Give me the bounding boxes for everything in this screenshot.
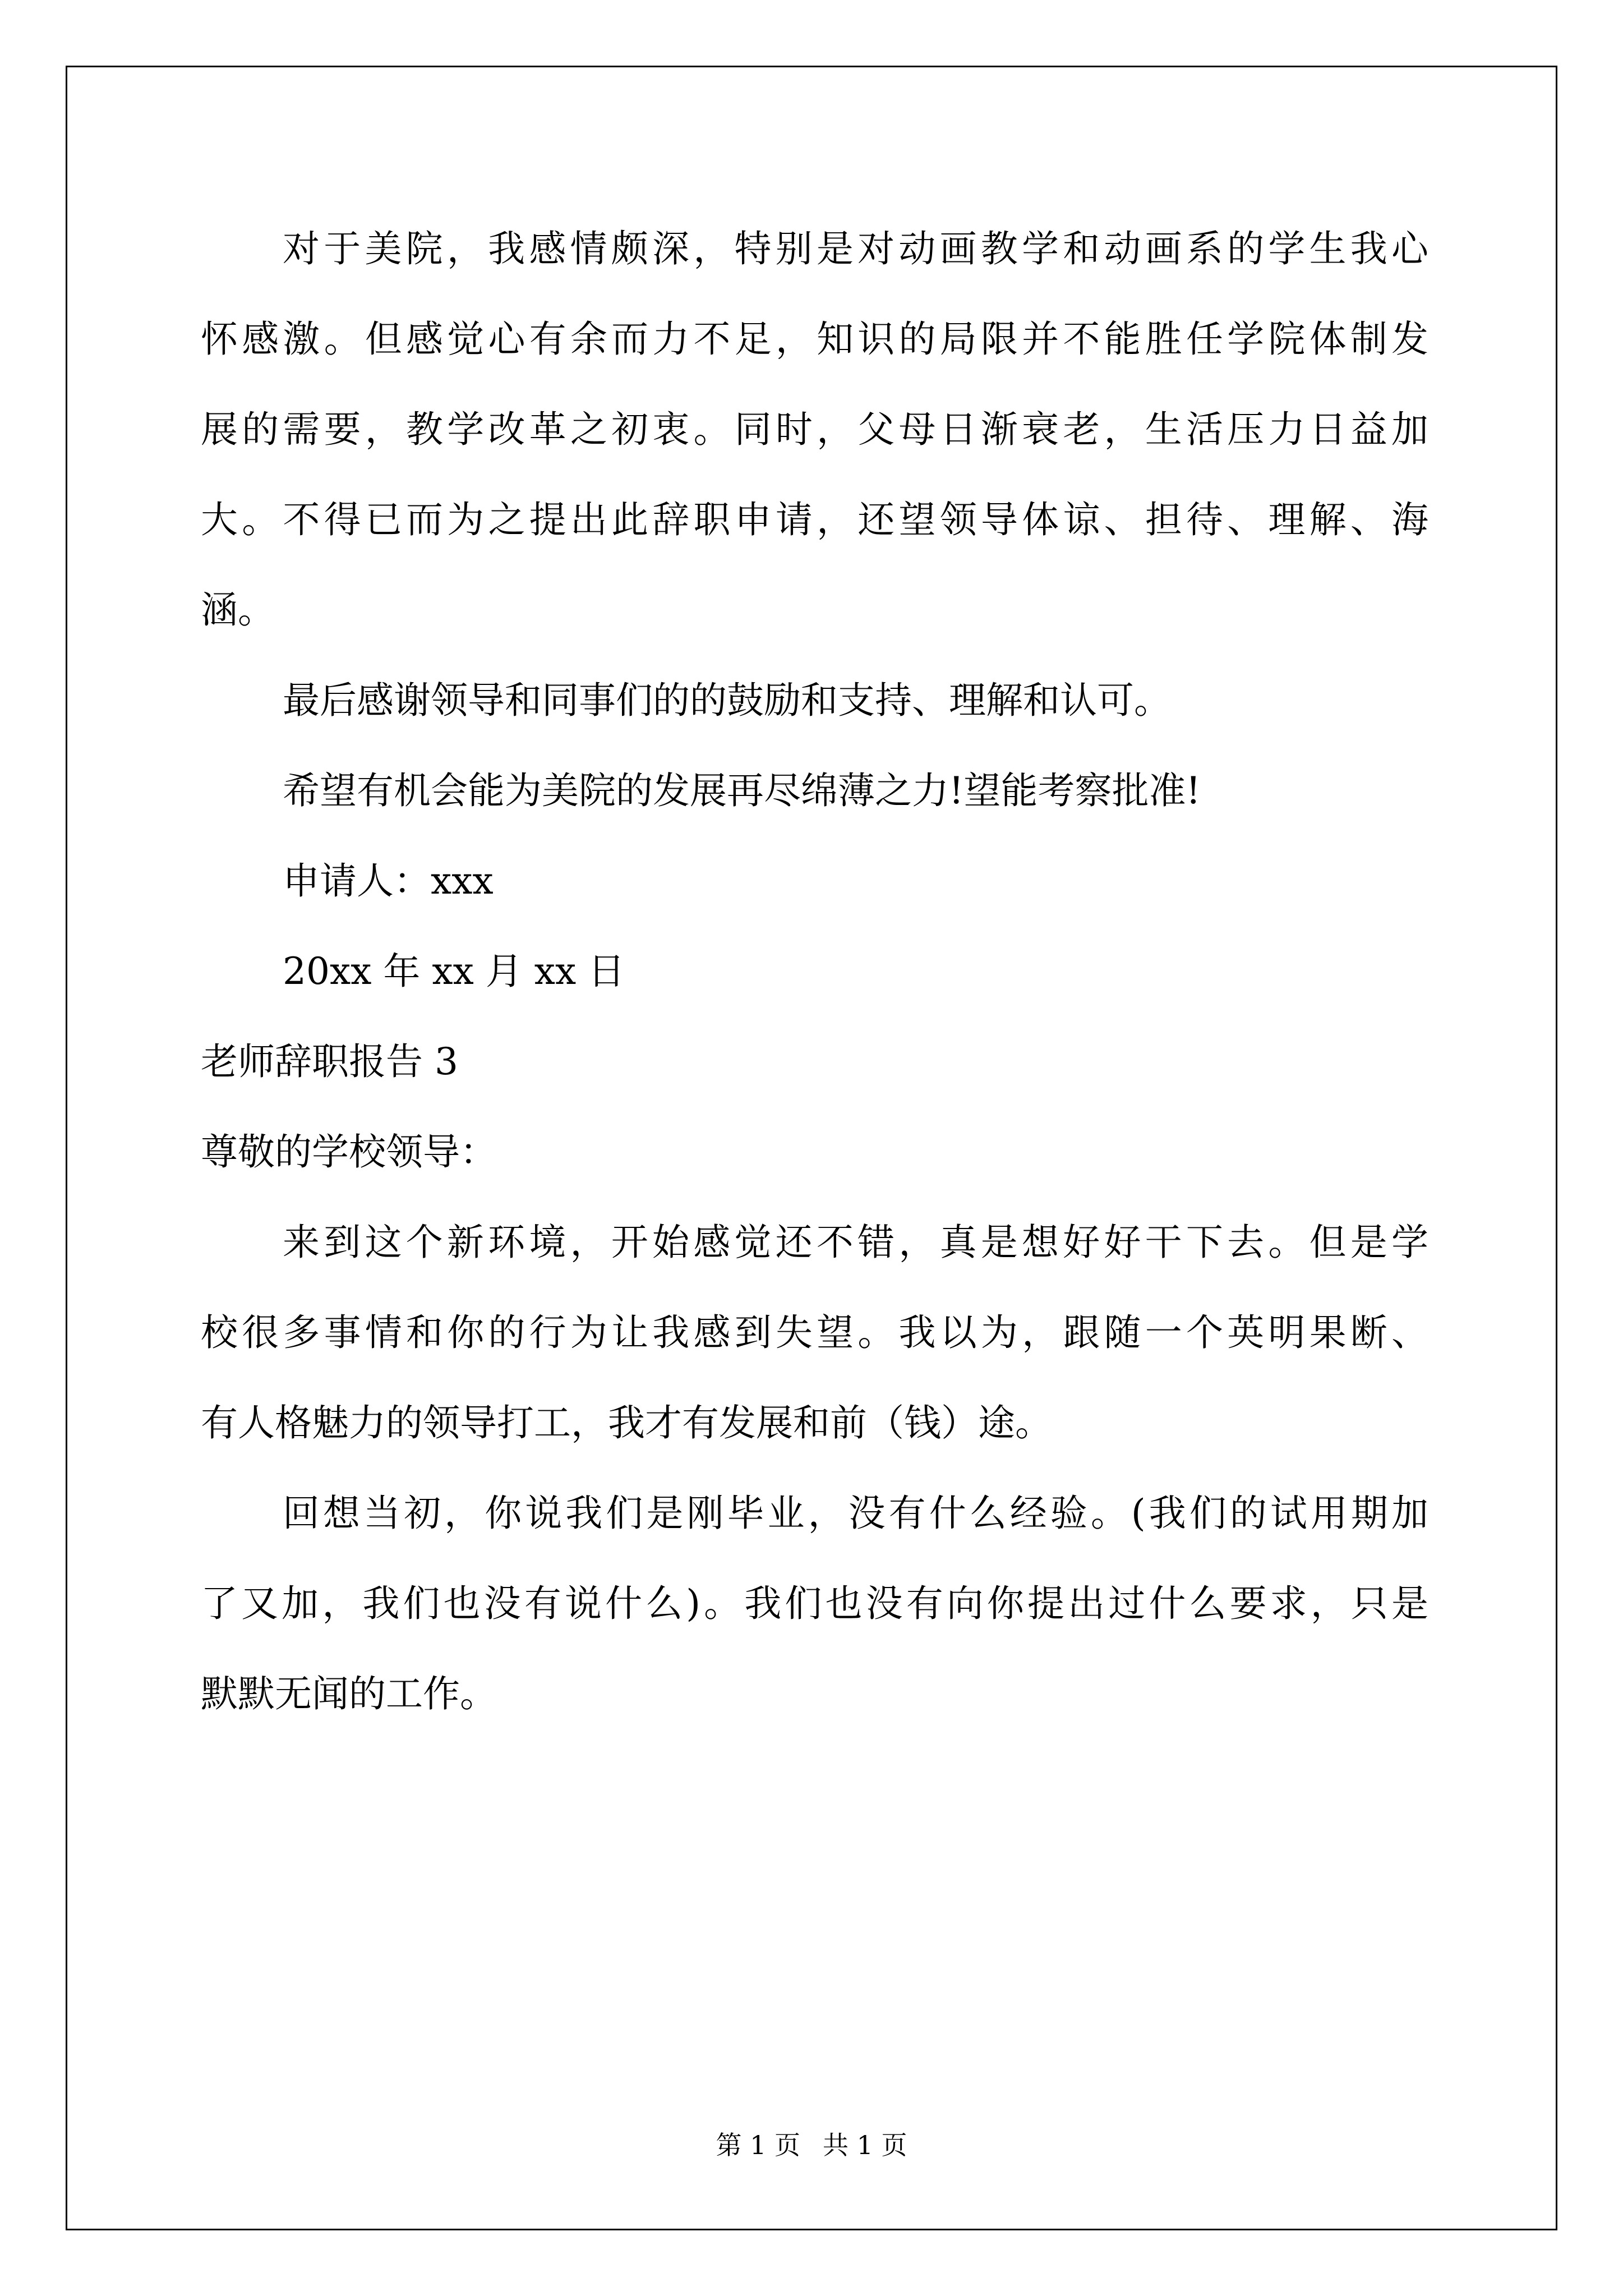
date-line: 20xx 年 xx 月 xx 日 [283, 950, 625, 993]
paragraph-line: 涵。 [201, 588, 275, 632]
salutation: 尊敬的学校领导： [201, 1130, 497, 1174]
section-title: 老师辞职报告 3 [201, 1040, 458, 1083]
paragraph-line: 大。不得已而为之提出此辞职申请，还望领导体谅、担待、理解、海 [201, 498, 1428, 541]
paragraph-line: 校很多事情和你的行为让我感到失望。我以为，跟随一个英明果断、 [201, 1311, 1428, 1354]
applicant-line: 申请人：xxx [283, 859, 494, 903]
paragraph-line: 默默无闻的工作。 [201, 1672, 497, 1715]
paragraph-line: 最后感谢领导和同事们的的鼓励和支持、理解和认可。 [283, 679, 1171, 722]
paragraph-line: 来到这个新环境，开始感觉还不错，真是想好好干下去。但是学 [283, 1221, 1428, 1264]
paragraph-line: 展的需要，教学改革之初衷。同时，父母日渐衰老，生活压力日益加 [201, 408, 1428, 451]
paragraph-line: 对于美院，我感情颇深，特别是对动画教学和动画系的学生我心 [283, 227, 1428, 270]
paragraph-line: 怀感激。但感觉心有余而力不足，知识的局限并不能胜任学院体制发 [201, 318, 1428, 361]
page-footer [0, 2132, 1623, 2158]
paragraph-line: 希望有机会能为美院的发展再尽绵薄之力!望能考察批准! [283, 769, 1201, 812]
page-number-total: 共 1 页 [823, 2130, 907, 2160]
page-number-current: 第 1 页 [716, 2130, 800, 2160]
paragraph-line: 有人格魅力的领导打工，我才有发展和前（钱）途。 [201, 1401, 1052, 1444]
paragraph-line: 回想当初，你说我们是刚毕业，没有什么经验。(我们的试用期加 [283, 1492, 1428, 1535]
paragraph-line: 了又加，我们也没有说什么)。我们也没有向你提出过什么要求，只是 [201, 1582, 1428, 1625]
